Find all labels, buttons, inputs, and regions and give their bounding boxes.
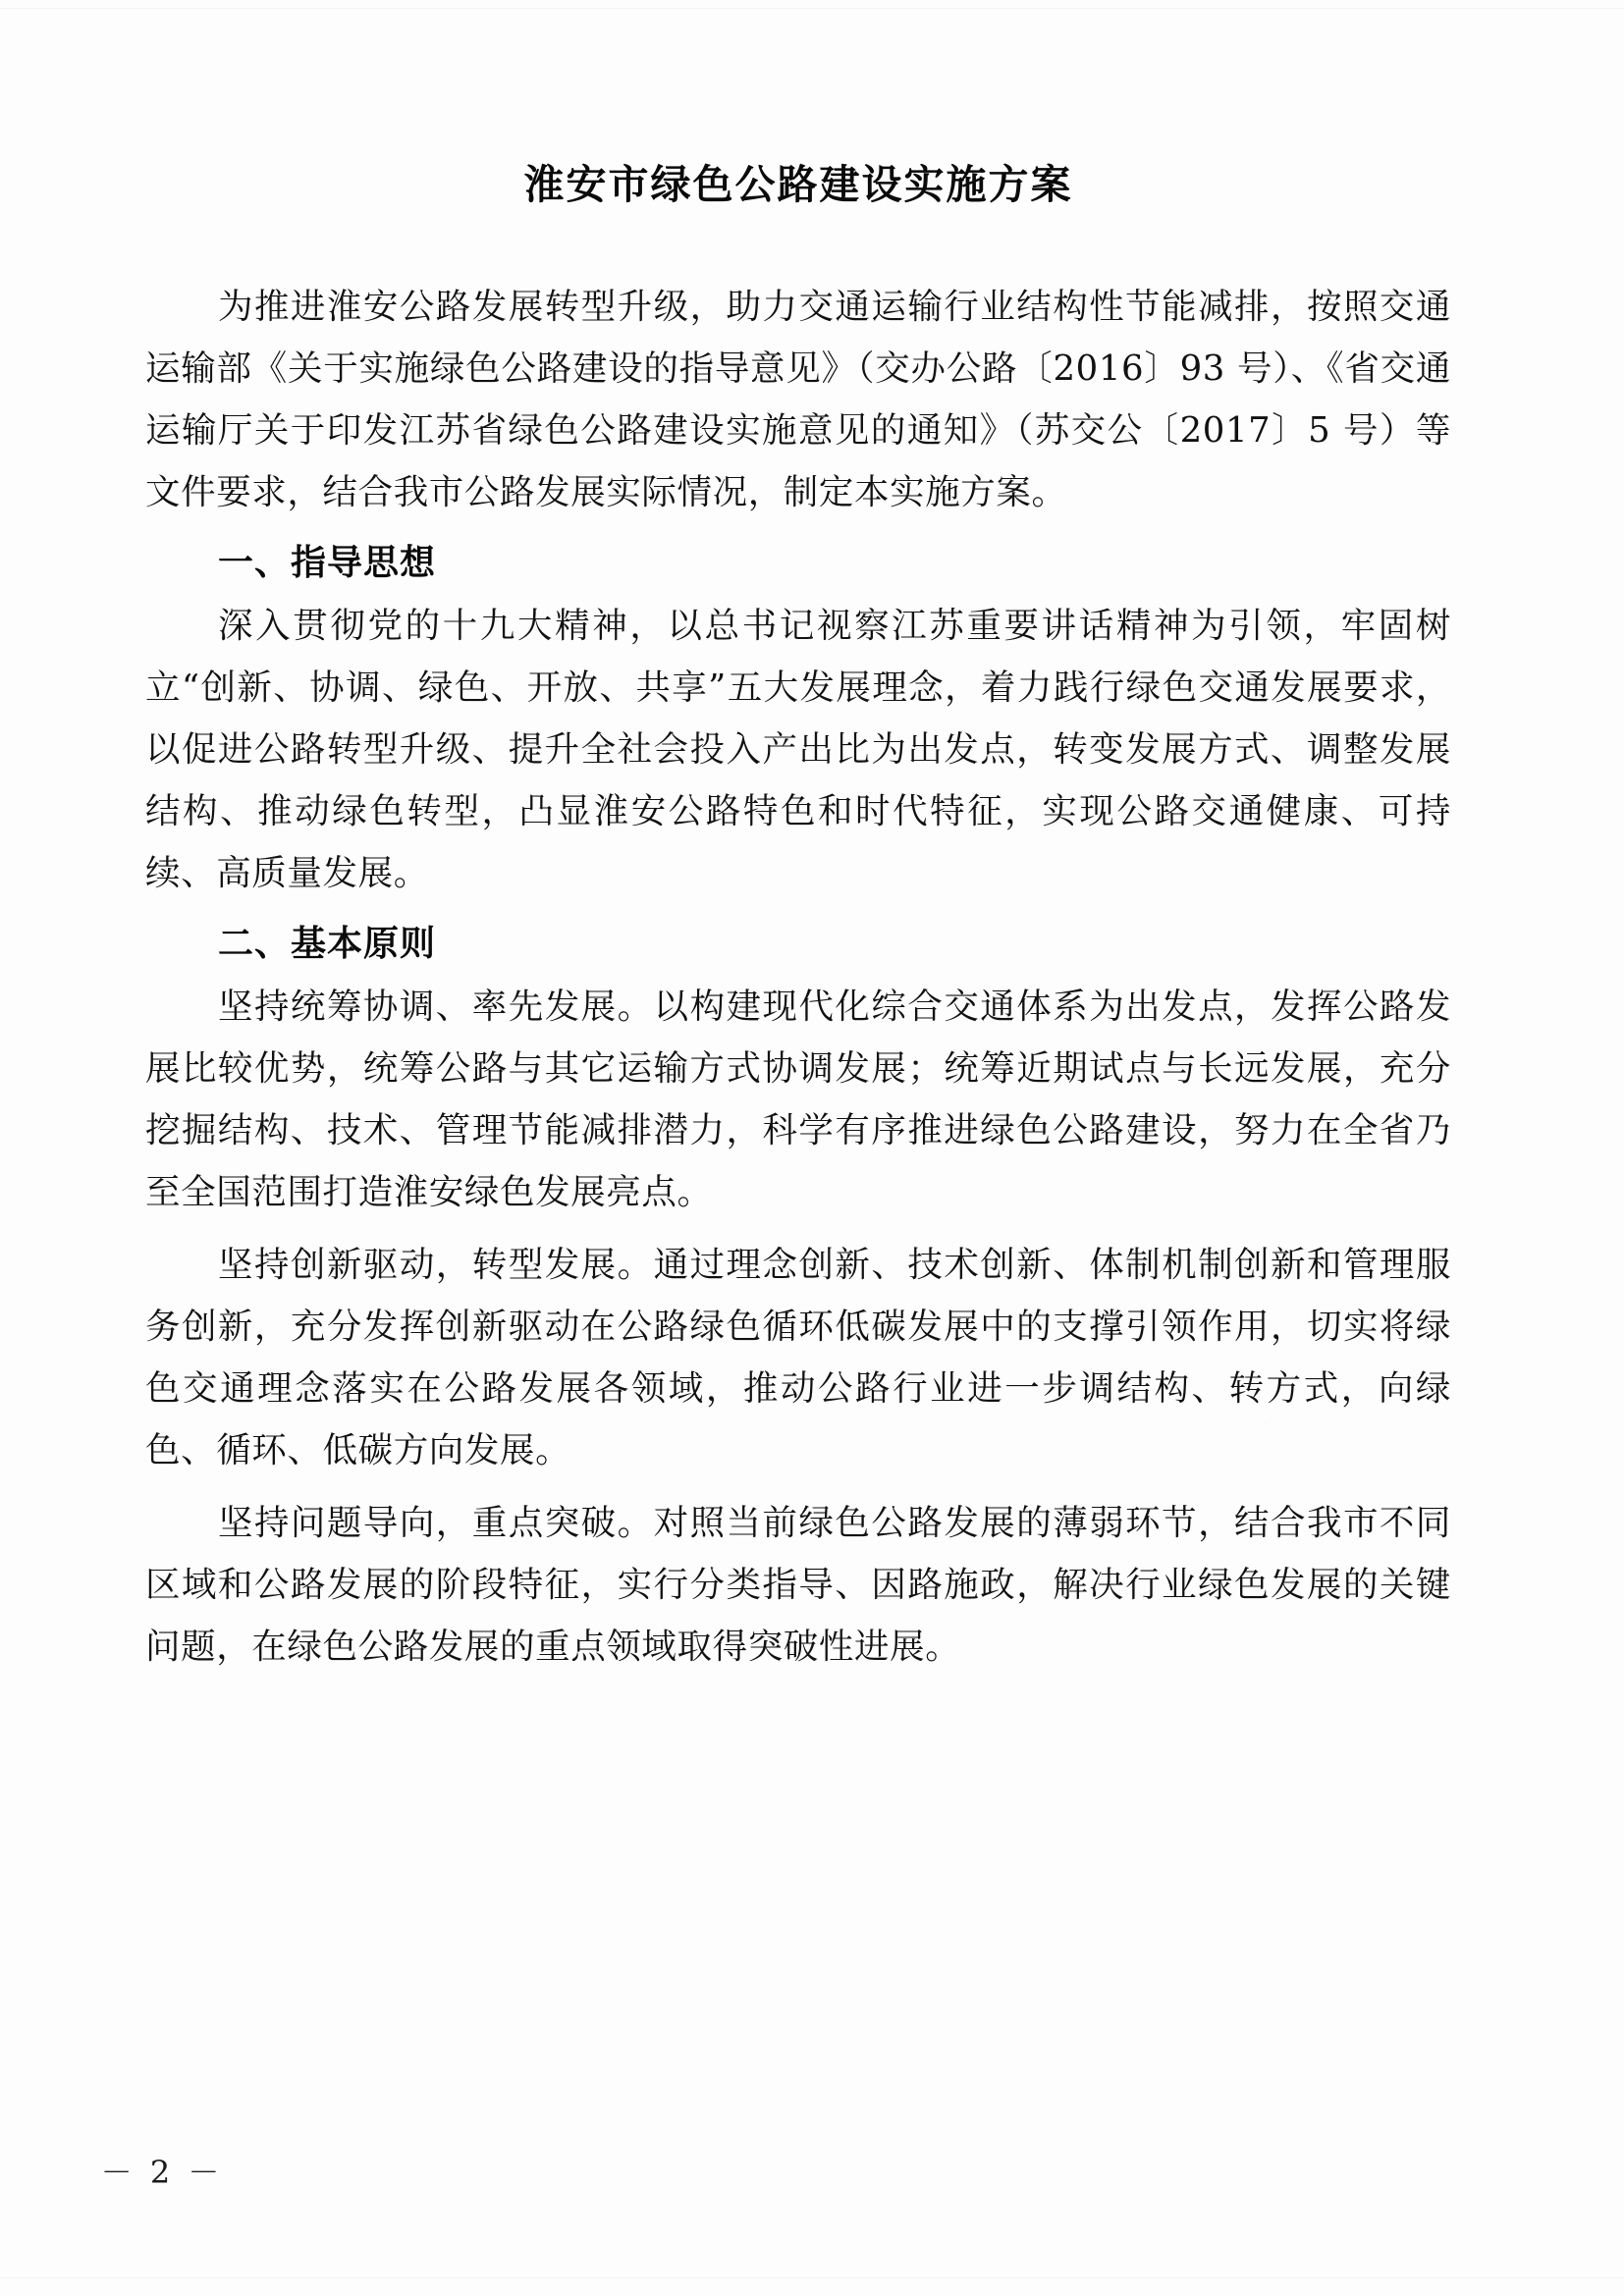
scan-edge-bottom [0,2277,1624,2278]
section-2-paragraph-1: 坚持统筹协调、率先发展。以构建现代化综合交通体系为出发点，发挥公路发展比较优势，统筹公路与其它运输方式协调发展；统筹近期试点与长远发展，充分挖掘结构、技术、管理节能减排潜力，科学有序推进绿色公路建设，努力在全省乃至全国范围打造淮安绿色发展亮点。 [145,987,1451,1213]
intro-paragraph: 为推进淮安公路发展转型升级，助力交通运输行业结构性节能减排，按照交通运输部《关于实施绿色公路建设的指导意见》（交办公路〔2016〕93 号）、《省交通运输厅关于印发江苏省绿色公路建设实施意见的通知》（苏交公〔2017〕5 号）等文件要求，结合我市公路发展实际情况，制定本实施方案。 [145,287,1451,513]
section-1-paragraph-1: 深入贯彻党的十九大精神，以总书记视察江苏重要讲话精神为引领，牢固树立“创新、协调、绿色、开放、共享”五大发展理念，着力践行绿色交通发展要求，以促进公路转型升级、提升全社会投入产出比为出发点，转变发展方式、调整发展结构、推动绿色转型，凸显淮安公路特色和时代特征，实现公路交通健康、可持续、高质量发展。 [145,606,1451,894]
page-title: 淮安市绿色公路建设实施方案 [523,162,1073,207]
section-2-paragraph-3: 坚持问题导向，重点突破。对照当前绿色公路发展的薄弱环节，结合我市不同区域和公路发展的阶段特征，实行分类指导、因路施政，解决行业绿色发展的关键问题，在绿色公路发展的重点领域取得突破性进展。 [145,1503,1451,1668]
scan-edge-top [0,8,1624,9]
document-body [145,98,1451,1678]
section-heading-basic-principles: 二、基本原则 [218,923,437,964]
section-2-paragraph-2: 坚持创新驱动，转型发展。通过理念创新、技术创新、体制机制创新和管理服务创新，充分发挥创新驱动在公路绿色循环低碳发展中的支撑引领作用，切实将绿色交通理念落实在公路发展各领域，推动公路行业进一步调结构、转方式，向绿色、循环、低碳方向发展。 [145,1245,1451,1471]
page-number: － 2 － [100,2154,224,2191]
section-heading-guiding-ideology: 一、指导思想 [218,542,437,583]
